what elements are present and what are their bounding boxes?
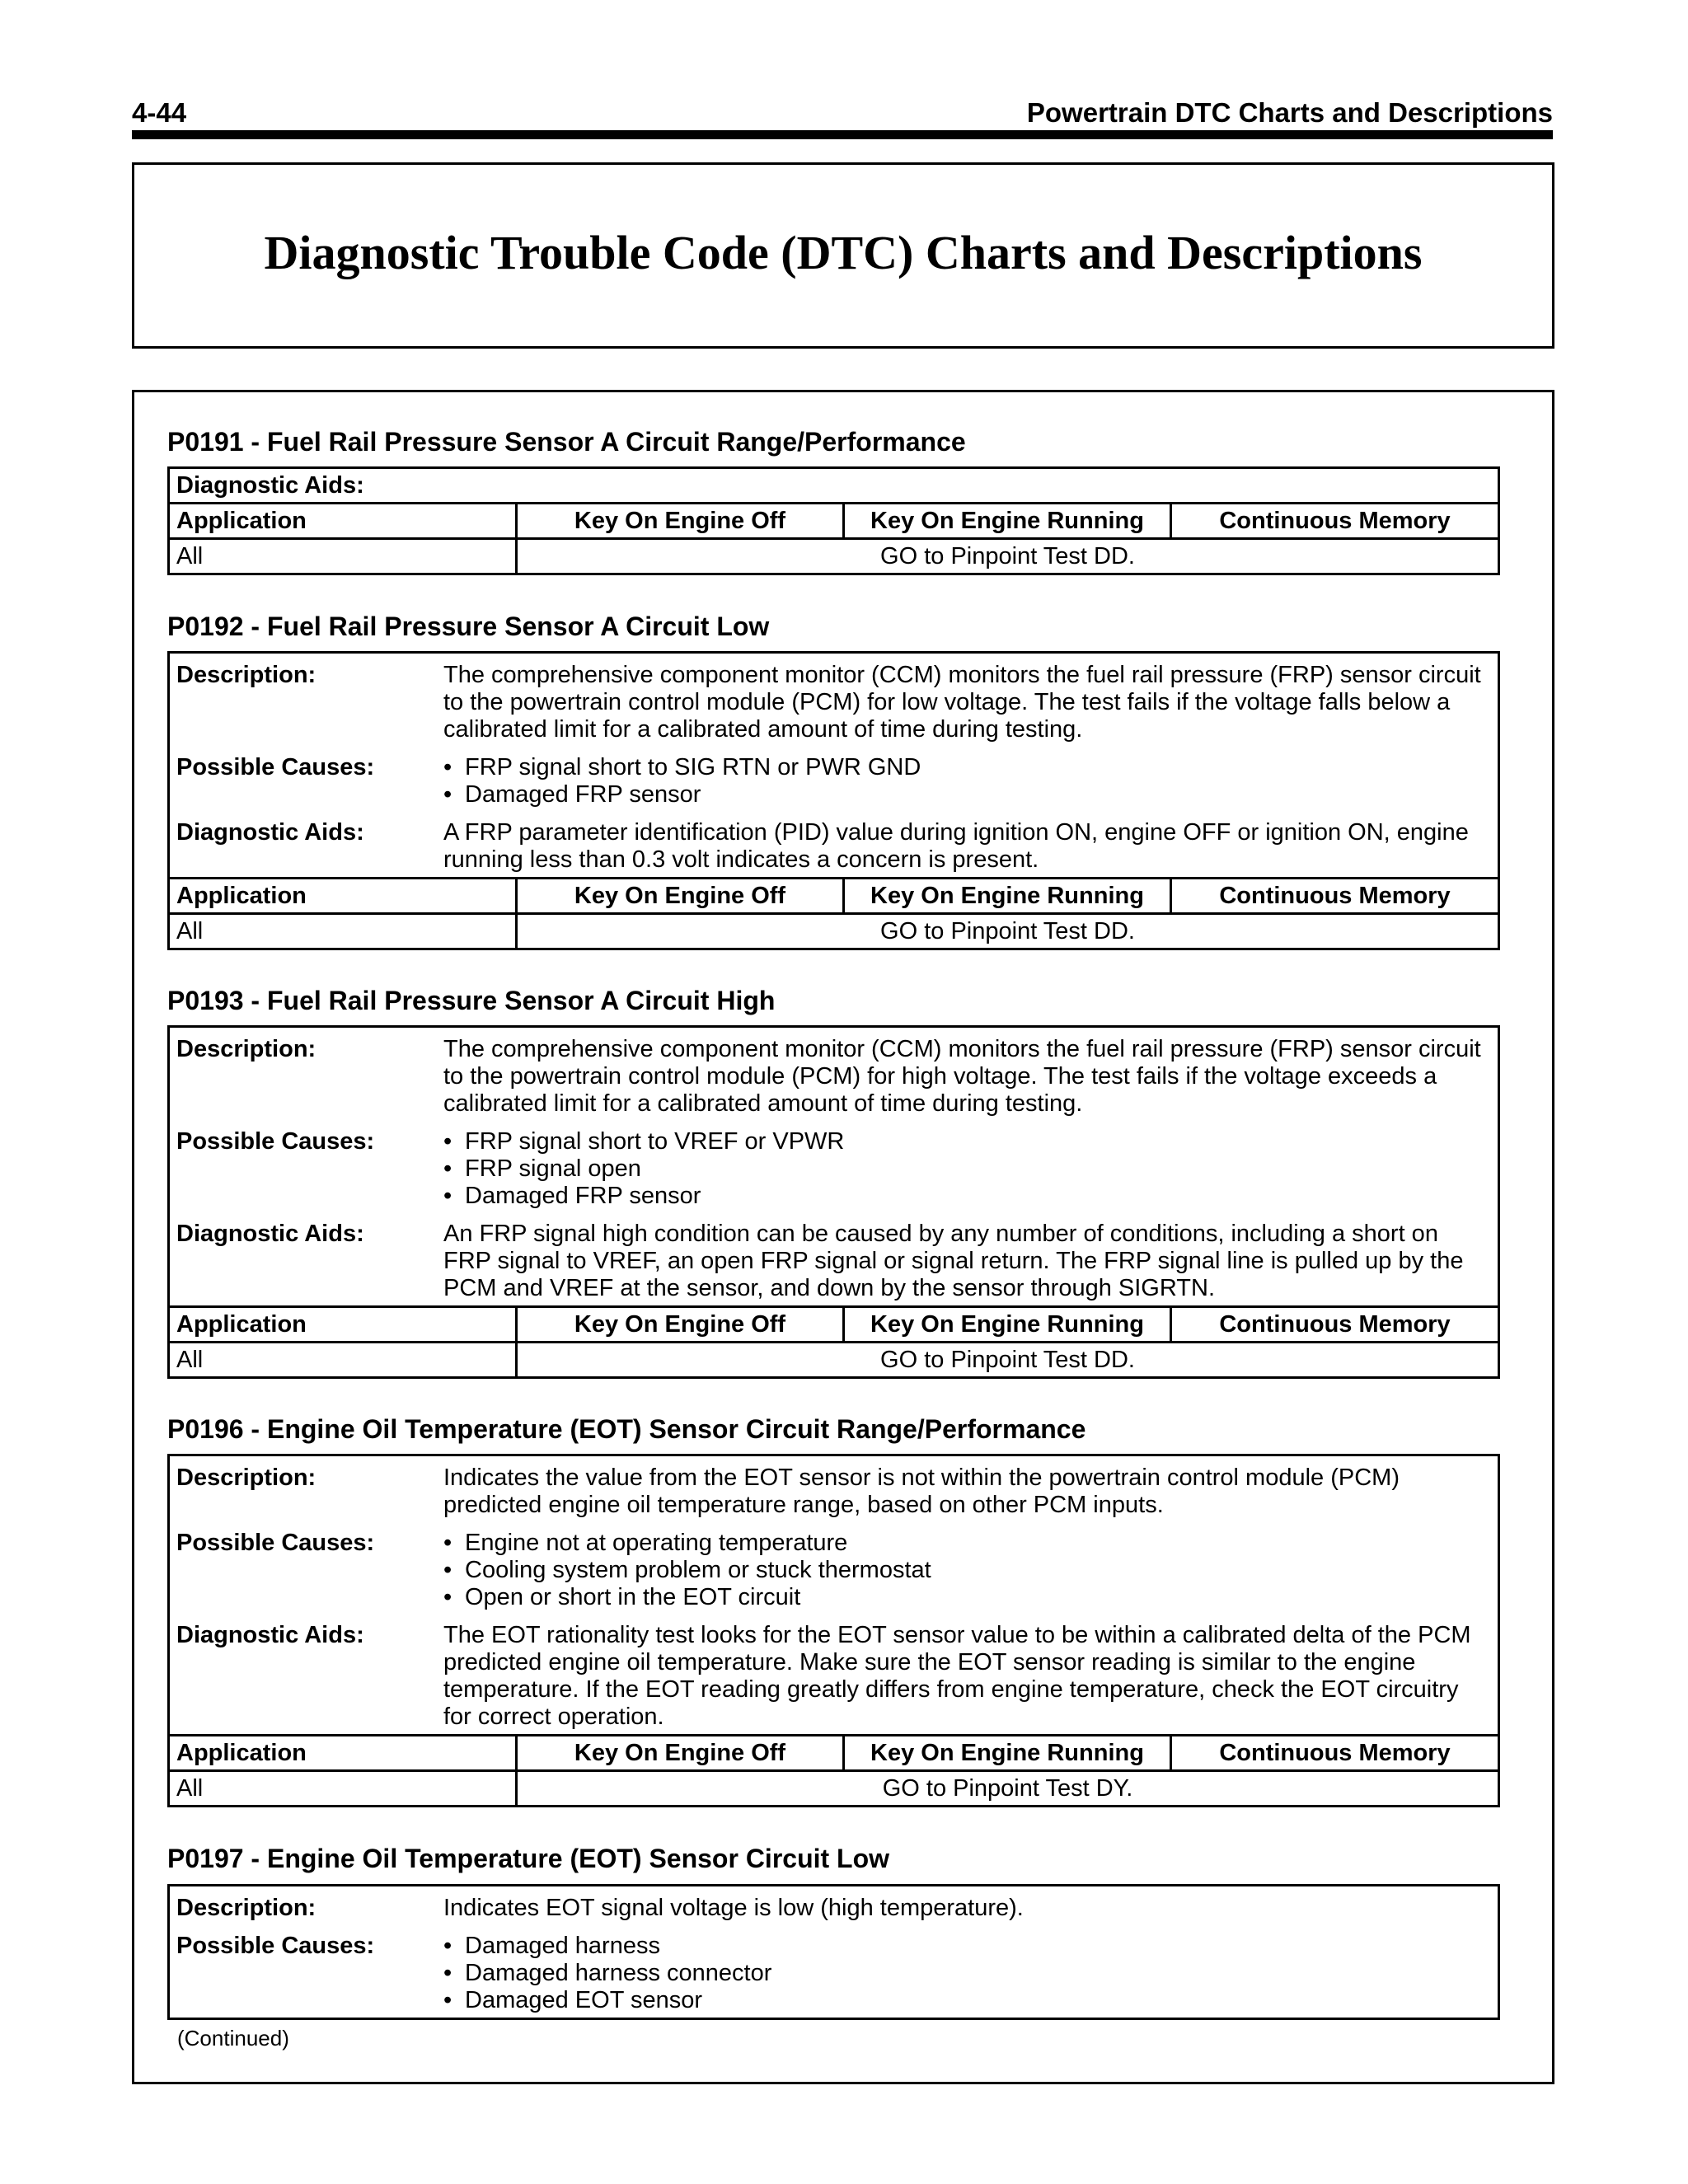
dtc-info <box>169 1886 1499 2019</box>
dtc-content <box>132 390 1554 2084</box>
cause-item: • Damaged FRP sensor <box>443 781 1484 808</box>
cause-item: • Engine not at operating temperature <box>443 1530 1484 1557</box>
cm-header: Continuous Memory <box>1171 1307 1499 1343</box>
application-header: Application <box>169 504 517 539</box>
description-text: Indicates EOT signal voltage is low (high temperature). <box>443 1895 1024 1921</box>
description-text: Indicates the value from the EOT sensor is not within the powertrain control module (PCM) predicted engine oil temperature range, based on other PCM inputs. <box>443 1465 1400 1518</box>
page-number: 4-44 <box>132 97 187 128</box>
diagnostic-aids-text: An FRP signal high condition can be caused by any number of conditions, including a short on FRP signal to VREF, an open FRP signal or signal return. The FRP signal line is pulled up by the PCM and VREF at the sensor, and down by the sensor through SIGRTN. <box>443 1221 1464 1301</box>
pinpoint-test-action: GO to Pinpoint Test DY. <box>517 1771 1499 1807</box>
cm-header: Continuous Memory <box>1171 1736 1499 1771</box>
pinpoint-test-action: GO to Pinpoint Test DD. <box>517 1343 1499 1378</box>
application-value: All <box>169 914 517 949</box>
diagnostic-aids-label: Diagnostic Aids: <box>176 1221 364 1247</box>
koer-header: Key On Engine Running <box>844 504 1171 539</box>
description-text: The comprehensive component monitor (CCM) monitors the fuel rail pressure (FRP) sensor circuit to the powertrain control module (PCM) for low voltage. The test fails if the voltage falls below a calibrated limit for a calibrated amount of time during testing. <box>443 662 1481 743</box>
description-label: Description: <box>176 1895 316 1921</box>
dtc-table-p0192 <box>167 651 1500 950</box>
dtc-table-p0193 <box>167 1025 1500 1379</box>
dtc-table-p0191 <box>167 466 1500 575</box>
pinpoint-test-action: GO to Pinpoint Test DD. <box>517 539 1499 574</box>
dtc-table-p0196 <box>167 1454 1500 1807</box>
koeo-header: Key On Engine Off <box>517 1307 844 1343</box>
pinpoint-test-action: GO to Pinpoint Test DD. <box>517 914 1499 949</box>
dtc-info <box>169 653 1499 879</box>
cause-item: • Open or short in the EOT circuit <box>443 1584 1484 1611</box>
koer-header: Key On Engine Running <box>844 1307 1171 1343</box>
application-value: All <box>169 539 517 574</box>
page-title: Diagnostic Trouble Code (DTC) Charts and Descriptions <box>264 226 1423 279</box>
dtc-title-p0193: P0193 - Fuel Rail Pressure Sensor A Circuit High <box>167 986 776 1015</box>
description-label: Description: <box>176 662 316 688</box>
description-label: Description: <box>176 1465 316 1491</box>
dtc-info <box>169 1027 1499 1307</box>
diagnostic-aids-label: Diagnostic Aids: <box>176 1622 364 1648</box>
possible-causes-list <box>443 1128 1484 1210</box>
page-header <box>132 97 1553 129</box>
possible-causes-label: Possible Causes: <box>176 1530 375 1556</box>
description-label: Description: <box>176 1036 316 1062</box>
application-value: All <box>169 1771 517 1807</box>
dtc-title-p0191: P0191 - Fuel Rail Pressure Sensor A Circuit Range/Performance <box>167 427 966 457</box>
possible-causes-list <box>443 1530 1484 1611</box>
cm-header: Continuous Memory <box>1171 879 1499 914</box>
header-rule <box>132 130 1553 139</box>
application-header: Application <box>169 879 517 914</box>
possible-causes-label: Possible Causes: <box>176 1933 375 1959</box>
description-text: The comprehensive component monitor (CCM) monitors the fuel rail pressure (FRP) sensor circuit to the powertrain control module (PCM) for high voltage. The test fails if the voltage exceeds a calibrated limit for a calibrated amount of time during testing. <box>443 1036 1481 1117</box>
cause-item: • Damaged harness connector <box>443 1960 1484 1987</box>
title-box <box>132 162 1554 349</box>
koer-header: Key On Engine Running <box>844 879 1171 914</box>
cause-item: • FRP signal open <box>443 1155 1484 1183</box>
dtc-table-p0197 <box>167 1884 1500 2020</box>
cause-item: • Damaged EOT sensor <box>443 1987 1484 2014</box>
possible-causes-label: Possible Causes: <box>176 1128 375 1155</box>
koeo-header: Key On Engine Off <box>517 1736 844 1771</box>
cm-header: Continuous Memory <box>1171 504 1499 539</box>
dtc-title-p0192: P0192 - Fuel Rail Pressure Sensor A Circuit Low <box>167 612 770 641</box>
possible-causes-list <box>443 754 1484 808</box>
continued-note: (Continued) <box>177 2026 289 2050</box>
application-header: Application <box>169 1307 517 1343</box>
dtc-title-p0196: P0196 - Engine Oil Temperature (EOT) Sensor Circuit Range/Performance <box>167 1414 1086 1444</box>
diagnostic-aids-text: A FRP parameter identification (PID) value during ignition ON, engine OFF or ignition ON, engine running less than 0.3 volt indicates a concern is present. <box>443 819 1469 873</box>
dtc-info <box>169 1455 1499 1736</box>
dtc-title-p0197: P0197 - Engine Oil Temperature (EOT) Sensor Circuit Low <box>167 1844 890 1873</box>
koeo-header: Key On Engine Off <box>517 879 844 914</box>
cause-item: • FRP signal short to SIG RTN or PWR GND <box>443 754 1484 781</box>
application-value: All <box>169 1343 517 1378</box>
cause-item: • FRP signal short to VREF or VPWR <box>443 1128 1484 1155</box>
koer-header: Key On Engine Running <box>844 1736 1171 1771</box>
cause-item: • Damaged FRP sensor <box>443 1183 1484 1210</box>
koeo-header: Key On Engine Off <box>517 504 844 539</box>
running-title: Powertrain DTC Charts and Descriptions <box>1026 97 1553 128</box>
diagnostic-aids-label: Diagnostic Aids: <box>169 468 1499 504</box>
possible-causes-list <box>443 1933 1484 2014</box>
cause-item: • Cooling system problem or stuck thermostat <box>443 1557 1484 1584</box>
diagnostic-aids-label: Diagnostic Aids: <box>176 819 364 846</box>
application-header: Application <box>169 1736 517 1771</box>
cause-item: • Damaged harness <box>443 1933 1484 1960</box>
diagnostic-aids-text: The EOT rationality test looks for the EOT sensor value to be within a calibrated delta of the PCM predicted engine oil temperature. Make sure the EOT sensor reading is similar to the engine temperature. If the EOT reading greatly differs from engine temperature, check the EOT circuitry for correct operation. <box>443 1622 1471 1730</box>
possible-causes-label: Possible Causes: <box>176 754 375 780</box>
